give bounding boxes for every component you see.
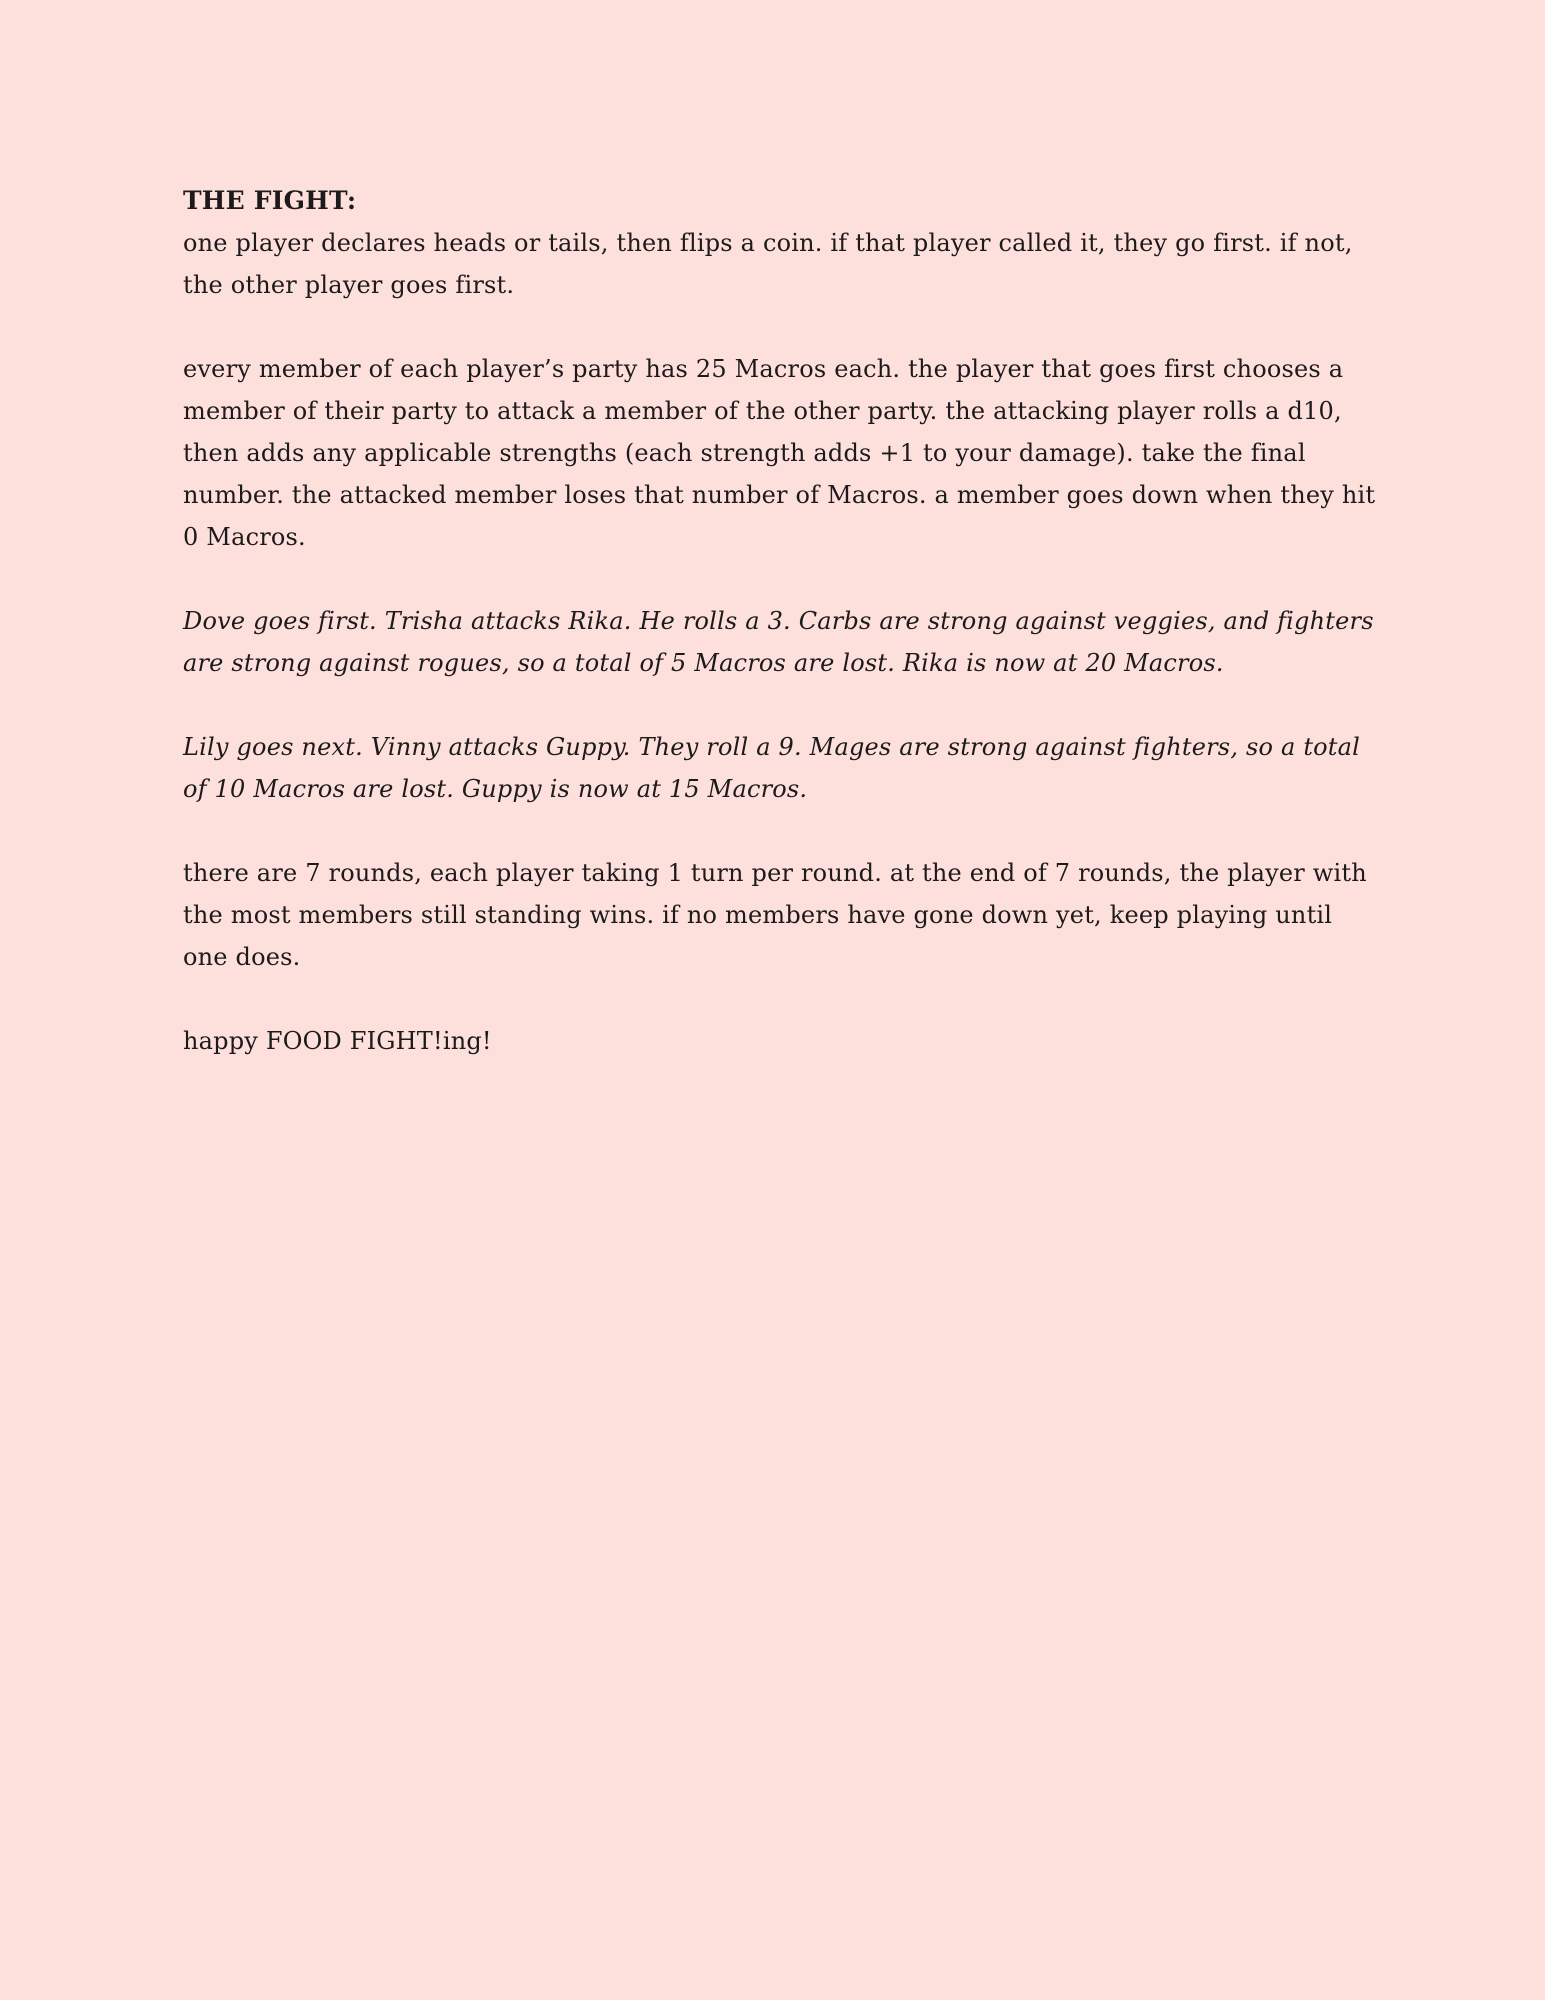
- paragraph-rounds: there are 7 rounds, each player taking 1 turn per round. at the end of 7 rounds, the player with the most members still standing wins. if no members have gone down yet, keep playing until one does.: [183, 859, 1367, 971]
- paragraph-closing: happy FOOD FIGHT!ing!: [183, 1027, 492, 1055]
- paragraph-macros-rules: every member of each player’s party has 25 Macros each. the player that goes first chooses a member of their party to attack a member of the other party. the attacking player rolls a d10, then adds any applicable strengths (each strength adds +1 to your damage). take the final number. the attacked member loses that number of Macros. a member goes down when they hit 0 Macros.: [183, 355, 1376, 551]
- section-heading: THE FIGHT:: [183, 186, 357, 215]
- paragraph-example-dove: Dove goes first. Trisha attacks Rika. He rolls a 3. Carbs are strong against veggies, and fighters are strong against rogues, so a total of 5 Macros are lost. Rika is now at 20 Macros.: [183, 607, 1374, 677]
- paragraph-example-lily: Lily goes next. Vinny attacks Guppy. They roll a 9. Mages are strong against fighters, so a total of 10 Macros are lost. Guppy is now at 15 Macros.: [183, 733, 1361, 803]
- document-page: [183, 180, 1383, 1104]
- paragraph-coin-flip: one player declares heads or tails, then flips a coin. if that player called it, they go first. if not, the other player goes first.: [183, 229, 1353, 299]
